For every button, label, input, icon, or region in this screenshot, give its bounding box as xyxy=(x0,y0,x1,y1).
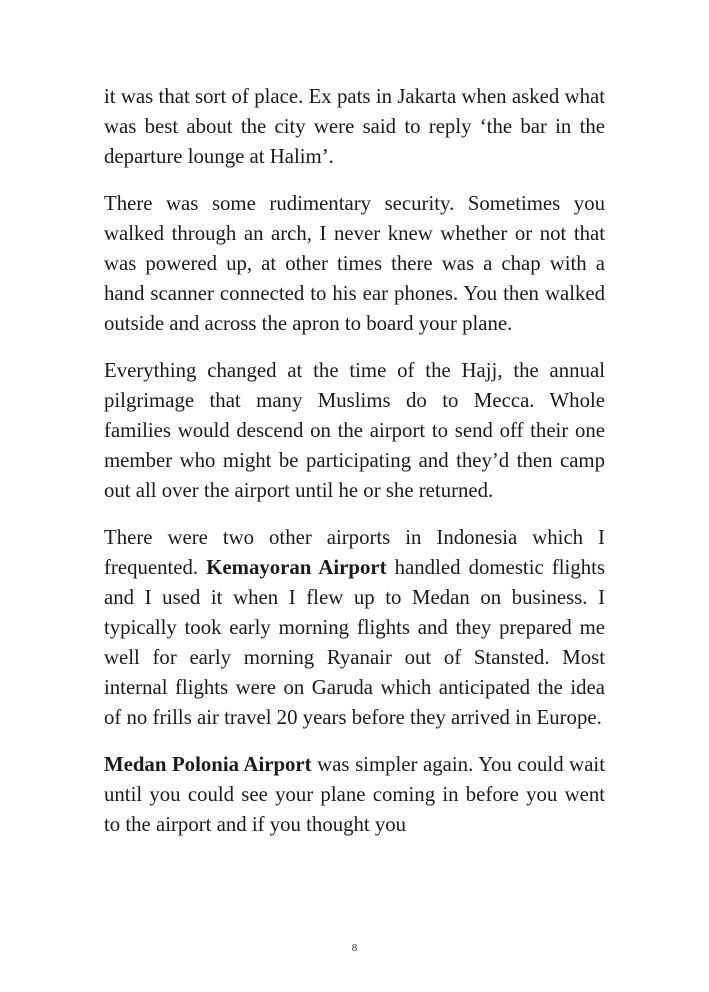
paragraph-kemayoran xyxy=(104,523,605,733)
medan-polonia-airport-heading: Medan Polonia Airport xyxy=(104,753,312,776)
paragraph-halim xyxy=(104,82,605,172)
paragraph-hajj xyxy=(104,356,605,506)
paragraph-text: Everything changed at the time of the Hajj, the annual pilgrimage that many Muslims do to Mecca. Whole families would descend on the airport to send off their one member who might be participating and they’d then camp out all over the airport until he or she returned. xyxy=(104,359,605,502)
paragraph-medan xyxy=(104,750,605,840)
paragraph-security xyxy=(104,189,605,339)
paragraph-text-end: handled domestic flights and I used it when I flew up to Medan on business. I typically took early morning flights and they prepared me well for early morning Ryanair out of Stansted. Most internal flights were on Garuda which anticipated the idea of no frills air travel 20 years before they arrived in Europe. xyxy=(104,556,605,729)
paragraph-text: it was that sort of place. Ex pats in Jakarta when asked what was best about the city were said to reply ‘the bar in the departure lounge at Halim’. xyxy=(104,85,605,168)
paragraph-text-end: was simpler again. You could wait until you could see your plane coming in before you went to the airport and if you thought you xyxy=(104,753,605,836)
page-body xyxy=(104,82,605,840)
paragraph-text: There was some rudimentary security. Sometimes you walked through an arch, I never knew whether or not that was powered up, at other times there was a chap with a hand scanner connected to his ear phones. You then walked outside and across the apron to board your plane. xyxy=(104,192,605,335)
page-number: 8 xyxy=(351,942,358,954)
kemayoran-airport-heading: Kemayoran Airport xyxy=(206,556,387,579)
paragraph-text-start: There were two other airports in Indonesia which I frequented. xyxy=(104,526,605,579)
